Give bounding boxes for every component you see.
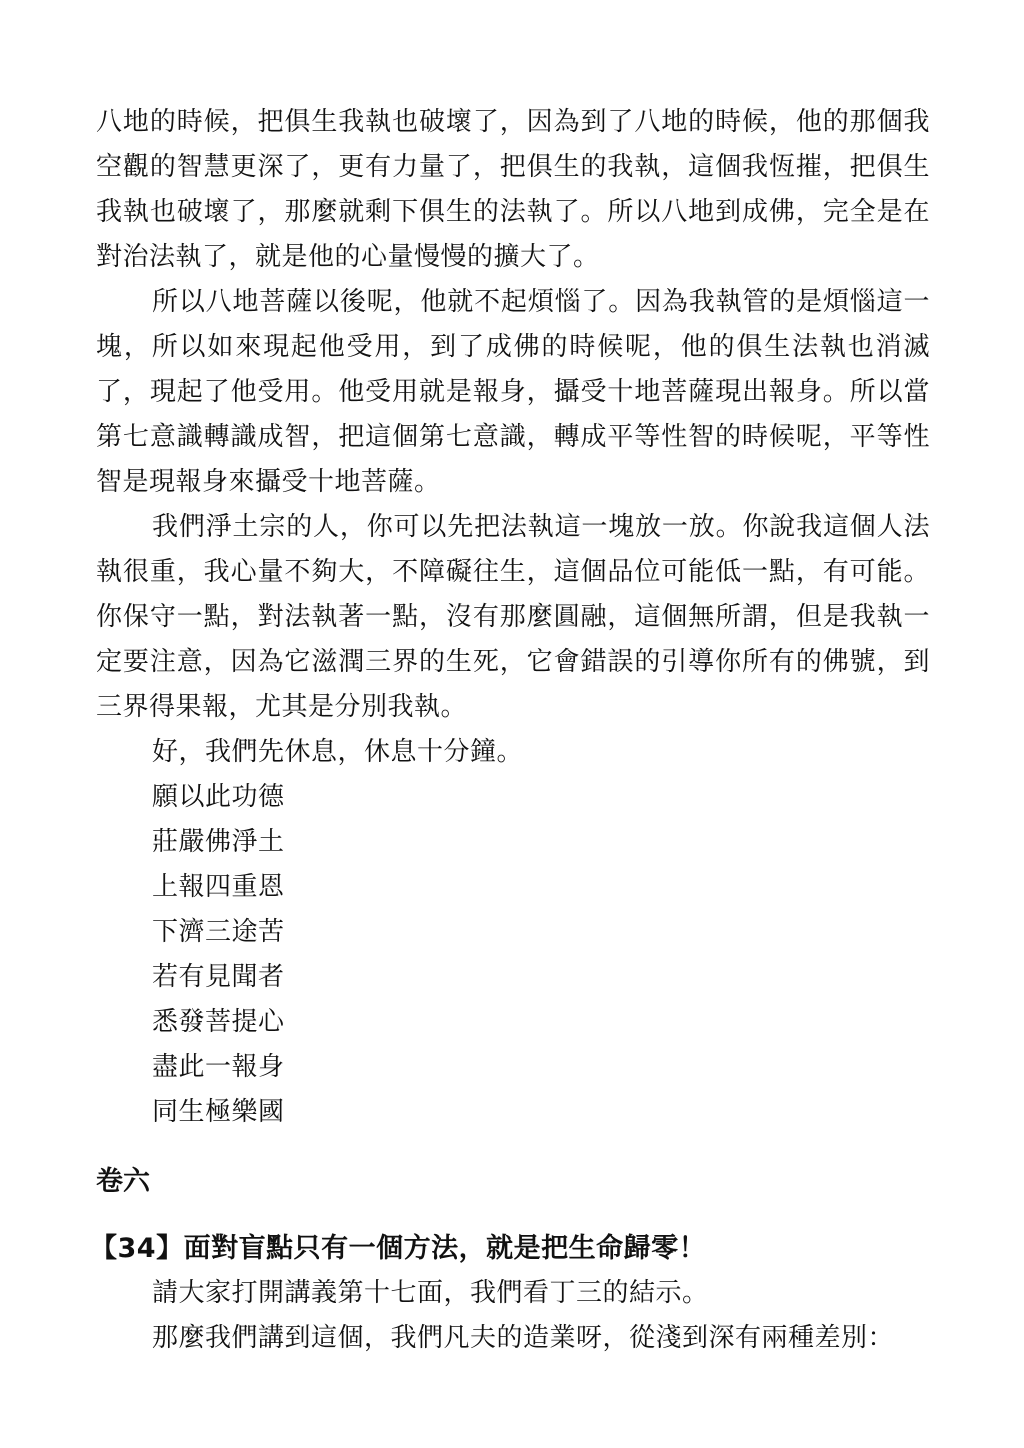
document-page [90,100,930,1361]
paragraph: 那麼我們講到這個，我們凡夫的造業呀，從淺到深有兩種差別： [152,1323,895,1353]
verse-line: 莊嚴佛淨土 [152,827,285,857]
verse-line: 盡此一報身 [152,1052,285,1082]
verse-line: 願以此功德 [152,782,285,812]
verse-line: 悉發菩提心 [152,1007,285,1037]
verse-line: 下濟三途苦 [152,917,285,947]
section-heading: 【34】面對盲點只有一個方法，就是把生命歸零！ [90,1233,707,1264]
dedication-verse [96,775,930,1135]
verse-line: 若有見聞者 [152,962,285,992]
paragraph: 所以八地菩薩以後呢，他就不起煩惱了。因為我執管的是煩惱這一塊，所以如來現起他受用，到了成佛的時候呢，他的俱生法執也消滅了，現起了他受用。他受用就是報身，攝受十地菩薩現出報身。所以當第七意識轉識成智，把這個第七意識，轉成平等性智的時候呢，平等性智是現報身來攝受十地菩薩。 [96,287,930,497]
verse-line: 同生極樂國 [152,1097,285,1127]
paragraph: 請大家打開講義第十七面，我們看丁三的結示。 [152,1278,709,1308]
paragraph-break-note: 好，我們先休息，休息十分鐘。 [152,737,524,767]
paragraph: 我們淨土宗的人，你可以先把法執這一塊放一放。你說我這個人法執很重，我心量不夠大，不障礙往生，這個品位可能低一點，有可能。你保守一點，對法執著一點，沒有那麼圓融，這個無所謂，但是我執一定要注意，因為它滋潤三界的生死，它會錯誤的引導你所有的佛號，到三界得果報，尤其是分別我執。 [96,512,930,722]
paragraph-continued: 八地的時候，把俱生我執也破壞了，因為到了八地的時候，他的那個我空觀的智慧更深了，更有力量了，把俱生的我執，這個我恆摧，把俱生我執也破壞了，那麼就剩下俱生的法執了。所以八地到成佛，完全是在對治法執了，就是他的心量慢慢的擴大了。 [96,107,930,272]
verse-line: 上報四重恩 [152,872,285,902]
volume-heading: 卷六 [96,1166,150,1197]
